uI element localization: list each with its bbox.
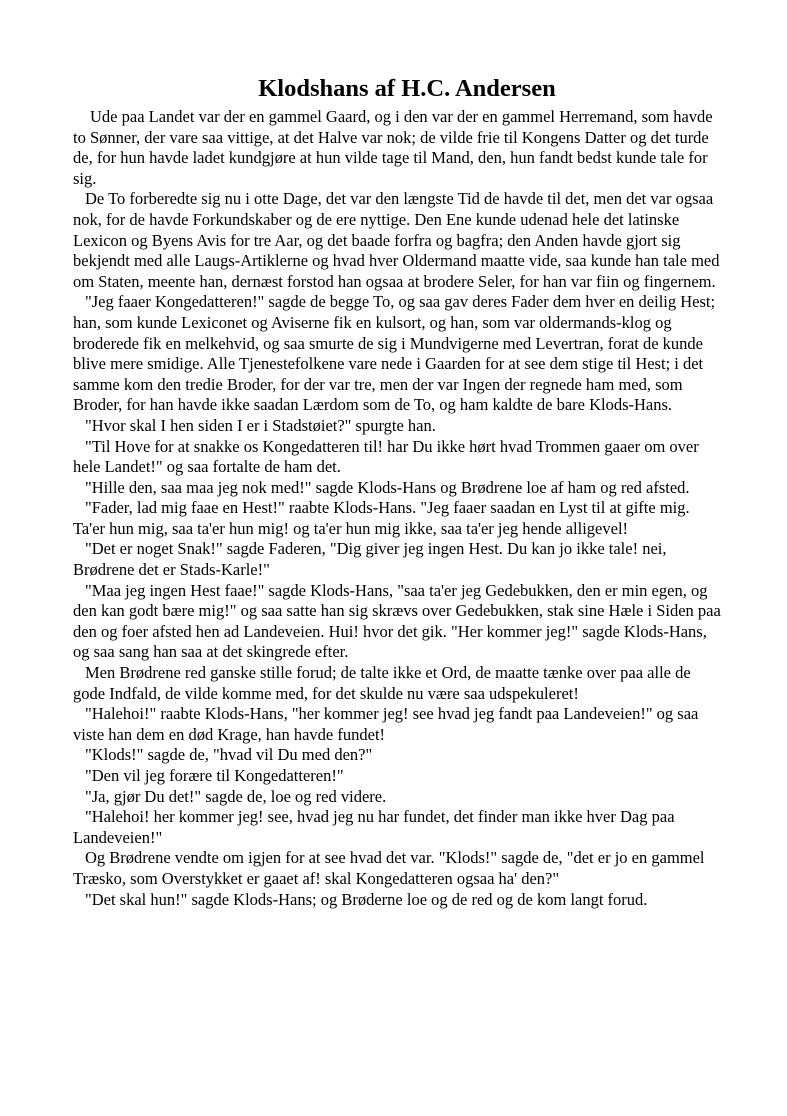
document-body bbox=[73, 107, 721, 910]
document-page bbox=[73, 74, 721, 910]
paragraph: "Den vil jeg forære til Kongedatteren!" bbox=[85, 766, 344, 785]
paragraph: "Halehoi! her kommer jeg! see, hvad jeg nu har fundet, det finder man ikke hver Dag paa Landeveien!" bbox=[73, 807, 675, 847]
paragraph: "Ja, gjør Du det!" sagde de, loe og red videre. bbox=[85, 786, 387, 806]
paragraph: Og Brødrene vendte om igjen for at see hvad det var. "Klods!" sagde de, "det er jo en gammel Træsko, som Overstykket er gaaet af! skal Kongedatteren ogsaa ha' den?" bbox=[73, 848, 705, 888]
paragraph: "Halehoi!" raabte Klods-Hans, "her kommer jeg! see hvad jeg fandt paa Landeveien!" og saa viste han dem en død Krage, han havde fundet! bbox=[73, 704, 699, 744]
paragraph: "Det skal hun!" sagde Klods-Hans; og Brøderne loe og de red og de kom langt forud. bbox=[85, 889, 648, 909]
paragraph: Ude paa Landet var der en gammel Gaard, og i den var der en gammel Herremand, som havde to Sønner, der vare saa vittige, at det Halve var nok; de vilde frie til Kongens Datter og det turde de, for hun havde ladet kundgjøre at hun vilde tage til Mand, den, hun fandt bedst kunde tale for sig. bbox=[73, 107, 713, 188]
paragraph: De To forberedte sig nu i otte Dage, det var den længste Tid de havde til det, men det var ogsaa nok, for de havde Forkundskaber og de ere nyttige. Den Ene kunde udenad hele det latinske Lexicon og Byens Avis for tre Aar, og det baade forfra og bagfra; den Anden havde gjort sig bekjendt med alle Laugs-Artiklerne og hvad hver Oldermand maatte vide, saa kunde han tale med om Staten, meente han, dernæst forstod han ogsaa at brodere Seler, for han var fiin og fingernem. bbox=[73, 189, 720, 291]
paragraph: "Maa jeg ingen Hest faae!" sagde Klods-Hans, "saa ta'er jeg Gedebukken, den er min egen, og den kan godt bære mig!" og saa satte han sig skrævs over Gedebukken, stak sine Hæle i Siden paa den og foer afsted hen ad Landeveien. Hui! hvor det gik. "Her kommer jeg!" sagde Klods-Hans, og saa sang han saa at det skingrede efter. bbox=[73, 580, 721, 662]
paragraph: "Hvor skal I hen siden I er i Stadstøiet?" spurgte han. bbox=[85, 415, 436, 435]
paragraph: "Til Hove for at snakke os Kongedatteren til! har Du ikke hørt hvad Trommen gaaer om over hele Landet!" og saa fortalte de ham det. bbox=[73, 436, 699, 477]
paragraph: "Hille den, saa maa jeg nok med!" sagde Klods-Hans og Brødrene loe af ham og red afsted. bbox=[85, 477, 690, 497]
paragraph: "Det er noget Snak!" sagde Faderen, "Dig giver jeg ingen Hest. Du kan jo ikke tale! nei, Brødrene det er Stads-Karle!" bbox=[73, 539, 667, 580]
paragraph: "Jeg faaer Kongedatteren!" sagde de begge To, og saa gav deres Fader dem hver en deilig Hest; han, som kunde Lexiconet og Aviserne fik en kulsort, og han, som var oldermands-klog og broderede fik en melkehvid, og saa smurte de sig i Mundvigerne med Levertran, forat de kunde blive mere smidige. Alle Tjenestefolkene vare nede i Gaarden for at see dem stige til Hest; i det samme kom den tredie Broder, for der var tre, men der var Ingen der regnede ham med, som Broder, for han havde ikke saadan Lærdom som de To, og ham kaldte de bare Klods-Hans. bbox=[73, 292, 716, 415]
paragraph: Men Brødrene red ganske stille forud; de talte ikke et Ord, de maatte tænke over paa alle de gode Indfald, de vilde komme med, for det skulde nu være saa udspekuleret! bbox=[73, 663, 691, 703]
paragraph: "Klods!" sagde de, "hvad vil Du med den?" bbox=[85, 745, 373, 765]
paragraph: "Fader, lad mig faae en Hest!" raabte Klods-Hans. "Jeg faaer saadan en Lyst til at gifte mig. Ta'er hun mig, saa ta'er hun mig! og ta'er hun mig ikke, saa ta'er jeg hende alligevel! bbox=[73, 498, 690, 538]
document-title: Klodshans af H.C. Andersen bbox=[258, 75, 556, 102]
